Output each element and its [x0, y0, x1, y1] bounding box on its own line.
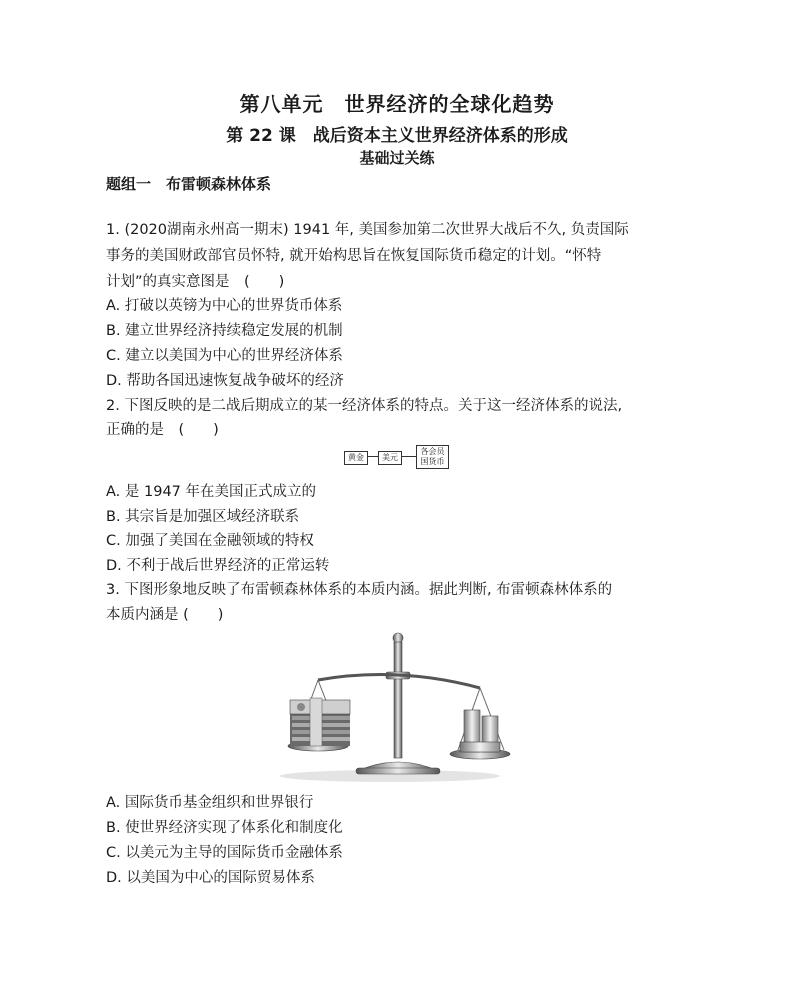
- q1-stem-line-1: 1. (2020湖南永州高一期末) 1941 年, 美国参加第二次世界大战后不久, 负责国际: [106, 222, 629, 238]
- diagram-connector-line: [367, 456, 378, 457]
- diagram-box-member-currency-line-2: 国货币: [420, 457, 445, 466]
- unit-title: 第八单元 世界经济的全球化趋势: [239, 92, 555, 116]
- balance-scale-image: [268, 630, 512, 782]
- q1-option-d: D. 帮助各国迅速恢复战争破坏的经济: [106, 373, 344, 389]
- q2-option-a: A. 是 1947 年在美国正式成立的: [106, 484, 317, 500]
- q1-option-c: C. 建立以美国为中心的世界经济体系: [106, 348, 343, 364]
- lesson-title: 第 22 课 战后资本主义世界经济体系的形成: [226, 126, 568, 146]
- q3-option-a: A. 国际货币基金组织和世界银行: [106, 795, 314, 811]
- diagram-box-member-currency-line-1: 各会员: [420, 447, 445, 456]
- q1-stem-line-2: 事务的美国财政部官员怀特, 就开始构思旨在恢复国际货币稳定的计划。“怀特: [106, 248, 602, 264]
- group-title: 题组一 布雷顿森林体系: [106, 175, 272, 193]
- q3-option-d: D. 以美国为中心的国际贸易体系: [106, 870, 315, 886]
- q2-stem-line-1: 2. 下图反映的是二战后期成立的某一经济体系的特点。关于这一经济体系的说法,: [106, 398, 623, 414]
- q3-stem-line-1: 3. 下图形象地反映了布雷顿森林体系的本质内涵。据此判断, 布雷顿森林体系的: [106, 582, 613, 598]
- q2-option-c: C. 加强了美国在金融领域的特权: [106, 533, 314, 549]
- q1-option-b: B. 建立世界经济持续稳定发展的机制: [106, 323, 343, 339]
- diagram-box-member-currency: [416, 445, 449, 469]
- q3-option-b: B. 使世界经济实现了体系化和制度化: [106, 820, 343, 836]
- diagram-connector-line: [401, 456, 416, 457]
- diagram-box-gold: 黄金: [344, 451, 368, 465]
- q2-option-d: D. 不利于战后世界经济的正常运转: [106, 558, 330, 574]
- diagram-box-dollar: 美元: [378, 451, 402, 465]
- q2-option-b: B. 其宗旨是加强区域经济联系: [106, 509, 300, 525]
- q3-stem-line-2: 本质内涵是 ( ): [106, 607, 224, 623]
- q1-stem-line-3: 计划”的真实意图是 ( ): [106, 274, 285, 290]
- q3-option-c: C. 以美元为主导的国际货币金融体系: [106, 845, 343, 861]
- q1-option-a: A. 打破以英镑为中心的世界货币体系: [106, 298, 343, 314]
- section-title: 基础过关练: [359, 149, 435, 167]
- q2-stem-line-2: 正确的是 ( ): [106, 422, 219, 438]
- currency-flow-diagram: [344, 444, 452, 474]
